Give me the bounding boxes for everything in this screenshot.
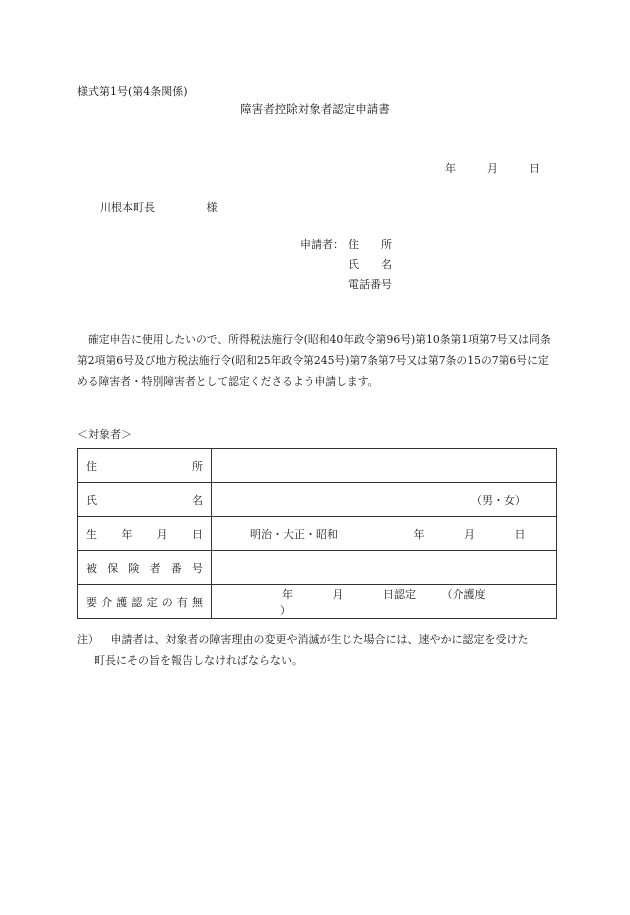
address-row-label [78, 449, 212, 483]
addressee-honorific: 様 [206, 201, 218, 214]
label-char: 氏 [86, 493, 97, 507]
label-char: 者 [149, 561, 161, 575]
label-char: 号 [191, 561, 203, 575]
label-char: 日 [191, 527, 203, 541]
label-char: 険 [128, 561, 140, 575]
birth-month-label: 月 [464, 527, 475, 541]
addressee-name: 川根本町長 [100, 201, 155, 214]
note-prefix: 注） [77, 633, 99, 646]
birth-year-label: 年 [413, 527, 425, 541]
addressee [100, 199, 218, 215]
label-char: 有 [176, 595, 188, 609]
label-char: の [161, 595, 173, 609]
date-day-label: 日 [529, 162, 540, 175]
care-month-label: 月 [332, 587, 344, 601]
birth-day-label: 日 [514, 527, 526, 541]
label-char: 無 [191, 595, 203, 609]
care-row-label [78, 585, 212, 619]
applicant-label: 申請者： [300, 238, 344, 251]
label-char: 被 [86, 561, 97, 575]
label-char: 名 [192, 493, 203, 507]
label-char: 要 [86, 595, 97, 609]
care-day-label: 日認定 [383, 587, 416, 601]
note-line-1: 申請者は、対象者の障害理由の変更や消滅が生じた場合には、速やかに認定を受けた [110, 633, 529, 646]
note [77, 629, 529, 671]
label-char: 月 [156, 527, 168, 541]
date-year-label: 年 [445, 162, 456, 175]
form-number: 様式第1号(第4条関係) [77, 85, 188, 98]
applicant-phone-label: 電話番号 [348, 278, 392, 291]
label-char: 護 [116, 595, 128, 609]
label-char: 生 [86, 527, 97, 541]
name-row-label [78, 483, 212, 517]
applicant-address-label: 住 所 [348, 238, 392, 251]
label-char: 所 [192, 459, 203, 473]
label-char: 保 [107, 561, 119, 575]
table-row [78, 449, 557, 483]
name-value-cell[interactable] [212, 483, 557, 517]
gender-choice[interactable]: （男・女） [471, 493, 526, 507]
label-char: 認 [131, 595, 143, 609]
label-char: 番 [170, 561, 182, 575]
insurance-row-label [78, 551, 212, 585]
date-month-label: 月 [487, 162, 498, 175]
applicant-block [300, 236, 392, 296]
document-title: 障害者控除対象者認定申請書 [240, 102, 390, 116]
care-level-label: （介護度 [441, 587, 486, 601]
label-char: 介 [101, 595, 113, 609]
table-row [78, 551, 557, 585]
table-row [78, 517, 557, 551]
insurance-number-cell[interactable] [212, 551, 557, 585]
label-char: 住 [86, 459, 97, 473]
birth-row-label [78, 517, 212, 551]
era-choice[interactable]: 明治・大正・昭和 [250, 527, 338, 541]
note-line-2: 町長にその旨を報告しなければならない。 [94, 654, 303, 667]
care-level-close: ） [280, 603, 291, 617]
application-statement: 確定申告に使用したいので、所得税法施行令(昭和40年政令第96号)第10条第1項第7号又は同条第2項第6号及び地方税法施行令(昭和25年政令第245号)第7条第7号又は第7条の15の7第6号に定める障害者・特別障害者として認定くださるよう申請します。 [77, 333, 551, 388]
table-row [78, 585, 557, 619]
birth-value-cell[interactable] [212, 517, 557, 551]
address-value-cell[interactable] [212, 449, 557, 483]
target-heading: ＜対象者＞ [77, 428, 132, 441]
label-char: 定 [146, 595, 158, 609]
applicant-name-label: 氏 名 [348, 258, 392, 271]
care-certification-cell[interactable] [212, 585, 557, 619]
date-line [445, 160, 540, 176]
table-row [78, 483, 557, 517]
care-year-label: 年 [282, 587, 293, 601]
label-char: 年 [121, 527, 133, 541]
target-person-table [77, 448, 557, 619]
